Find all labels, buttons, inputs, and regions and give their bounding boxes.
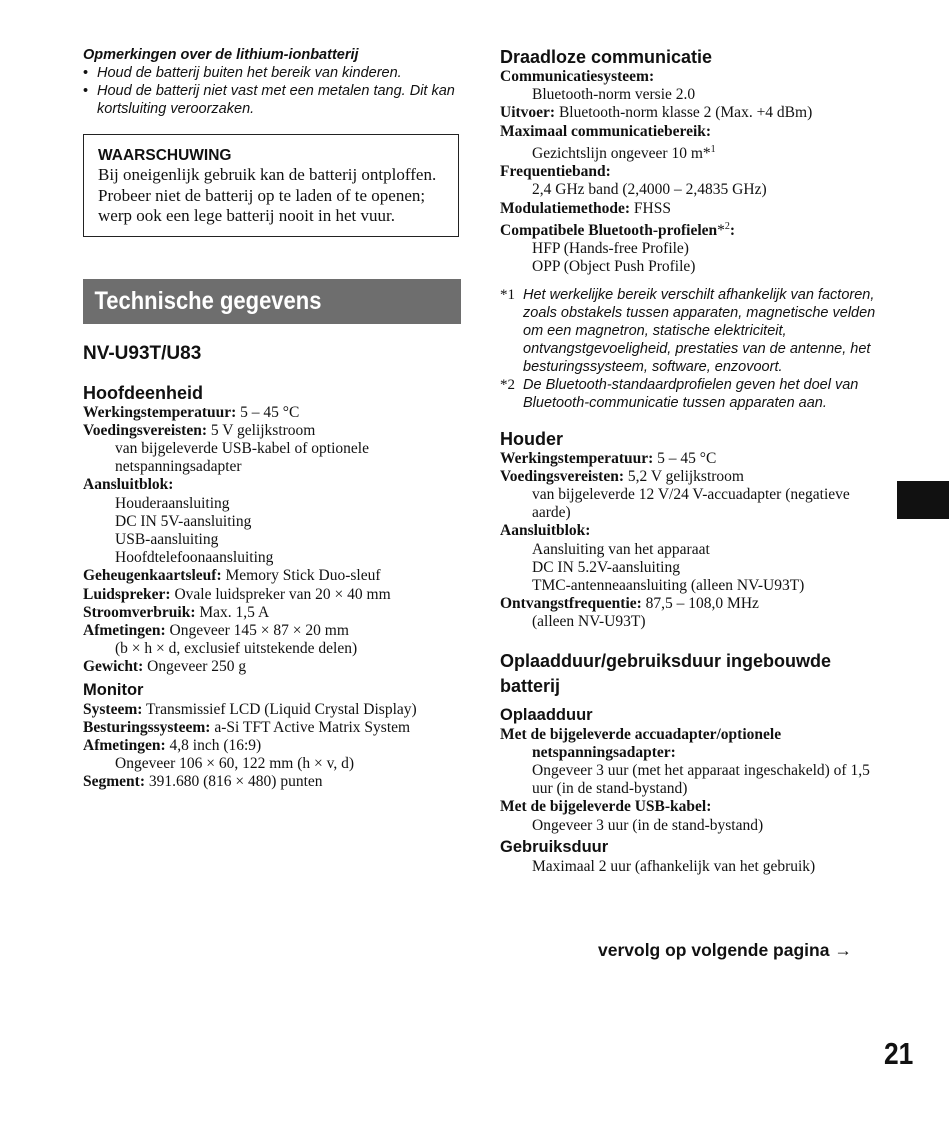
left-column <box>83 44 463 792</box>
model-heading: NV-U93T/U83 <box>83 342 202 364</box>
footnote: *2 De Bluetooth-standaardprofielen geven het doel van Bluetooth-communicatie tussen apparaten aan. <box>500 376 859 411</box>
bullet-icon: • <box>83 65 89 81</box>
right-column <box>500 44 885 876</box>
spec-row: Maximaal communicatiebereik: <box>500 122 712 140</box>
arrow-right-icon: → <box>834 940 852 960</box>
spec-row: Segment: 391.680 (816 × 480) punten <box>83 773 323 791</box>
wireless-specs <box>500 68 885 277</box>
footnote-ref: 2 <box>724 220 730 232</box>
spec-row: Modulatiemethode: FHSS <box>500 199 671 217</box>
spec-row: Systeem: Transmissief LCD (Liquid Crystal Display) <box>83 700 417 718</box>
holder-heading: Houder <box>500 428 563 449</box>
spec-row: netspanningsadapter: <box>532 743 676 761</box>
list-item: TMC-antenneaansluiting (alleen NV-U93T) <box>532 576 805 594</box>
spec-row: Frequentieband: <box>500 163 611 181</box>
list-item: • Houd de batterij buiten het bereik van kinderen. <box>83 65 402 81</box>
list-item: DC IN 5V-aansluiting <box>115 512 252 530</box>
spec-detail: Ongeveer 3 uur (in de stand-bystand) <box>532 816 764 834</box>
spec-detail: 2,4 GHz band (2,4000 – 2,4835 GHz) <box>532 181 767 199</box>
wireless-heading: Draadloze communicatie <box>500 47 713 67</box>
usage-heading: Gebruiksduur <box>500 837 609 856</box>
battery-heading: Oplaadduur/gebruiksduur ingebouwde batterij <box>500 650 832 696</box>
page-number: 21 <box>884 1036 914 1071</box>
list-item: Aansluiting van het apparaat <box>532 540 710 558</box>
spec-row: Met de bijgeleverde USB-kabel: <box>500 798 712 816</box>
warning-title: WAARSCHUWING <box>98 147 232 164</box>
spec-row: Aansluitblok: <box>83 476 174 494</box>
list-item: HFP (Hands-free Profile) <box>532 240 689 258</box>
continue-note: vervolg op volgende pagina → <box>598 940 852 960</box>
holder-specs <box>500 450 885 632</box>
spec-detail: Gezichtslijn ongeveer 10 m*$^1$ <box>532 143 716 162</box>
spec-row: Besturingssysteem: a-Si TFT Active Matrix System <box>83 718 411 736</box>
list-item: OPP (Object Push Profile) <box>532 258 696 276</box>
usage-specs <box>500 858 885 876</box>
spec-row: Afmetingen: 4,8 inch (16:9) <box>83 736 262 754</box>
spec-detail: van bijgeleverde 12 V/24 V-accuadapter (negatieve aarde) <box>532 485 850 522</box>
spec-detail: Ongeveer 106 × 60, 122 mm (h × v, d) <box>115 755 355 773</box>
spec-row: Stroomverbruik: Max. 1,5 A <box>83 603 270 621</box>
section-tab-marker <box>897 481 949 519</box>
main-unit-specs <box>83 404 463 677</box>
spec-row: Aansluitblok: <box>500 522 591 540</box>
warning-text-2: Probeer niet de batterij op te laden of te openen; werp ook een lege batterij nooit in het vuur. <box>98 185 426 225</box>
spec-row: Luidspreker: Ovale luidspreker van 20 × 40 mm <box>83 585 391 603</box>
monitor-heading: Monitor <box>83 680 144 699</box>
section-banner <box>83 279 461 324</box>
footnotes <box>500 286 885 412</box>
spec-row: Werkingstemperatuur: 5 – 45 °C <box>83 403 300 421</box>
spec-detail: (b × h × d, exclusief uitstekende delen) <box>115 640 358 658</box>
spec-row: Werkingstemperatuur: 5 – 45 °C <box>500 449 717 467</box>
spec-detail: van bijgeleverde USB-kabel of optionele netspanningsadapter <box>115 439 369 476</box>
spec-row: Voedingsvereisten: 5,2 V gelijkstroom <box>500 467 744 485</box>
list-item: DC IN 5.2V-aansluiting <box>532 558 680 576</box>
spec-detail: (alleen NV-U93T) <box>532 613 646 631</box>
list-item: Houderaansluiting <box>115 494 230 512</box>
spec-detail: Maximaal 2 uur (afhankelijk van het gebruik) <box>532 857 816 875</box>
warning-text-1: Bij oneigenlijk gebruik kan de batterij ontploffen. <box>98 165 437 184</box>
list-item: • Houd de batterij niet vast met een metalen tang. Dit kan kortsluiting veroorzaken. <box>83 83 455 117</box>
spec-row: Communicatiesysteem: <box>500 68 655 85</box>
section-title: Technische gegevens <box>94 286 322 315</box>
spec-row: Voedingsvereisten: 5 V gelijkstroom <box>83 421 316 439</box>
spec-row: Afmetingen: Ongeveer 145 × 87 × 20 mm <box>83 621 349 639</box>
spec-detail: Ongeveer 3 uur (met het apparaat ingeschakeld) of 1,5 uur (in de stand-bystand) <box>532 761 870 798</box>
battery-note-title: Opmerkingen over de lithium-ionbatterij <box>83 47 359 63</box>
spec-row: Compatibele Bluetooth-profielen*$^2$: <box>500 220 736 239</box>
charge-specs <box>500 726 885 835</box>
spec-row: Uitvoer: Bluetooth-norm klasse 2 (Max. +4 dBm) <box>500 104 813 122</box>
battery-note-list <box>83 64 463 118</box>
footnote: *1 Het werkelijke bereik verschilt afhankelijk van factoren, zoals obstakels tussen apparaten, magnetische velden om een magnetron, statische elektriciteit, ontvangstgevoeligheid, prestaties van de antenne, het besturingssysteem, software, enzovoort. <box>500 286 876 375</box>
list-item: USB-aansluiting <box>115 530 219 548</box>
spec-row: Ontvangstfrequentie: 87,5 – 108,0 MHz <box>500 595 759 613</box>
main-unit-heading: Hoofdeenheid <box>83 382 203 403</box>
monitor-specs <box>83 701 463 792</box>
spec-row: Met de bijgeleverde accuadapter/optionele <box>500 725 782 743</box>
spec-detail: Bluetooth-norm versie 2.0 <box>532 86 696 104</box>
list-item: Hoofdtelefoonaansluiting <box>115 549 274 567</box>
footnote-ref: 1 <box>710 143 716 155</box>
bullet-icon: • <box>83 83 89 99</box>
warning-box <box>83 134 459 237</box>
spec-row: Geheugenkaartsleuf: Memory Stick Duo-sleuf <box>83 567 381 585</box>
spec-row: Gewicht: Ongeveer 250 g <box>83 658 247 676</box>
charge-heading: Oplaadduur <box>500 705 593 724</box>
